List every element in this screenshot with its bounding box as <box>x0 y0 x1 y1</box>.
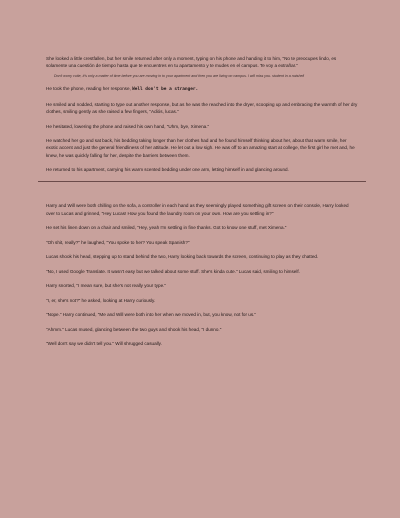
paragraph: He returned to his apartment, carrying his warm scented bedding under one arm, letting himself in and glancing around. <box>46 167 289 173</box>
translation-footnote <box>54 74 358 79</box>
paragraph: He set his linen down on a chair and smiled, "Hey, yeah I'm settling in fine thanks. Got to know one stuff, met Ximena." <box>46 225 287 231</box>
paragraph: He watched her go and sat back, his bedding taking longer than her clothes had and he found himself thinking about her, about that warm smile, her exotic accent and just the general friendliness of her attitude. He let out a low sigh. He was off to an amazing start at college, the first girl he met and, he knew, he was quickly falling for her, despite the barriers between them. <box>46 138 355 158</box>
document-page <box>46 55 358 355</box>
paragraph: He hesitated, lowering the phone and raised his own hand, "Uhm, bye, Ximena." <box>46 123 210 129</box>
paragraph: He smiled and nodded, starting to type out another response, but as he was the reached into the dryer, scooping up and embracing the warmth of her dry clothes, smiling gently as she raised a few fingers, "Adiós, lucas." <box>46 101 358 115</box>
paragraph: "No, I used Google Translate. It wasn't easy but we talked about some stuff. She's kinda cute." Lucas said, smiling to himself. <box>46 268 300 274</box>
footnote-text: Don't worry cutie, it's only a matter of time before you are moving in to your apartment and then you are living on campus. I will miss you. <box>54 73 272 78</box>
paragraph: "Ahmm." Lucas mused, glancing between the two guys and shook his head, "I dunno." <box>46 326 222 332</box>
section-divider <box>38 181 366 182</box>
paragraph: Lucas shook his head, stepping up to stand behind the two, Harry looking back towards the screen, continuing to play as they chatted. <box>46 254 319 260</box>
paragraph: Harry and Will were both chilling on the sofa, a controller in each hand as they seemingly played something gift screen on their console, Harry looked over to Lucas and grinned, "Hey Lucas! How you found the laundry room on your own. How are you settling in?" <box>46 203 349 216</box>
paragraph: "Well don't say we didn't tell you." Will shrugged casually. <box>46 341 162 347</box>
paragraph: She looked a little crestfallen, but her smile returned after only a moment, typing on his phone and handing it to him, "No te preocupes lindo, es solamente una cuestión de tiempo hasta que te encuentres en tu apartamento y te mudes en el campus. Te voy a extrañar." <box>46 56 337 69</box>
paragraph: Harry snorted, "I mean sure, but she's not really your type." <box>46 283 167 289</box>
paragraph: "Oh shit, really?" he laughed, "You spoke to her? You speak Spanish?" <box>46 239 190 245</box>
paragraph-lead: He took the phone, reading her response, <box>46 86 131 92</box>
paragraph <box>46 85 358 93</box>
footnote-tail: student in a nutshell <box>272 73 305 78</box>
paragraph: "Nope." Harry continued, "Me and Will were both into her when we moved in, but, you know, not for us." <box>46 312 257 318</box>
text-message: Well don't be a stranger. <box>132 87 199 93</box>
paragraph: "I, er, she's not?" he asked, looking at Harry curiously. <box>46 297 156 303</box>
